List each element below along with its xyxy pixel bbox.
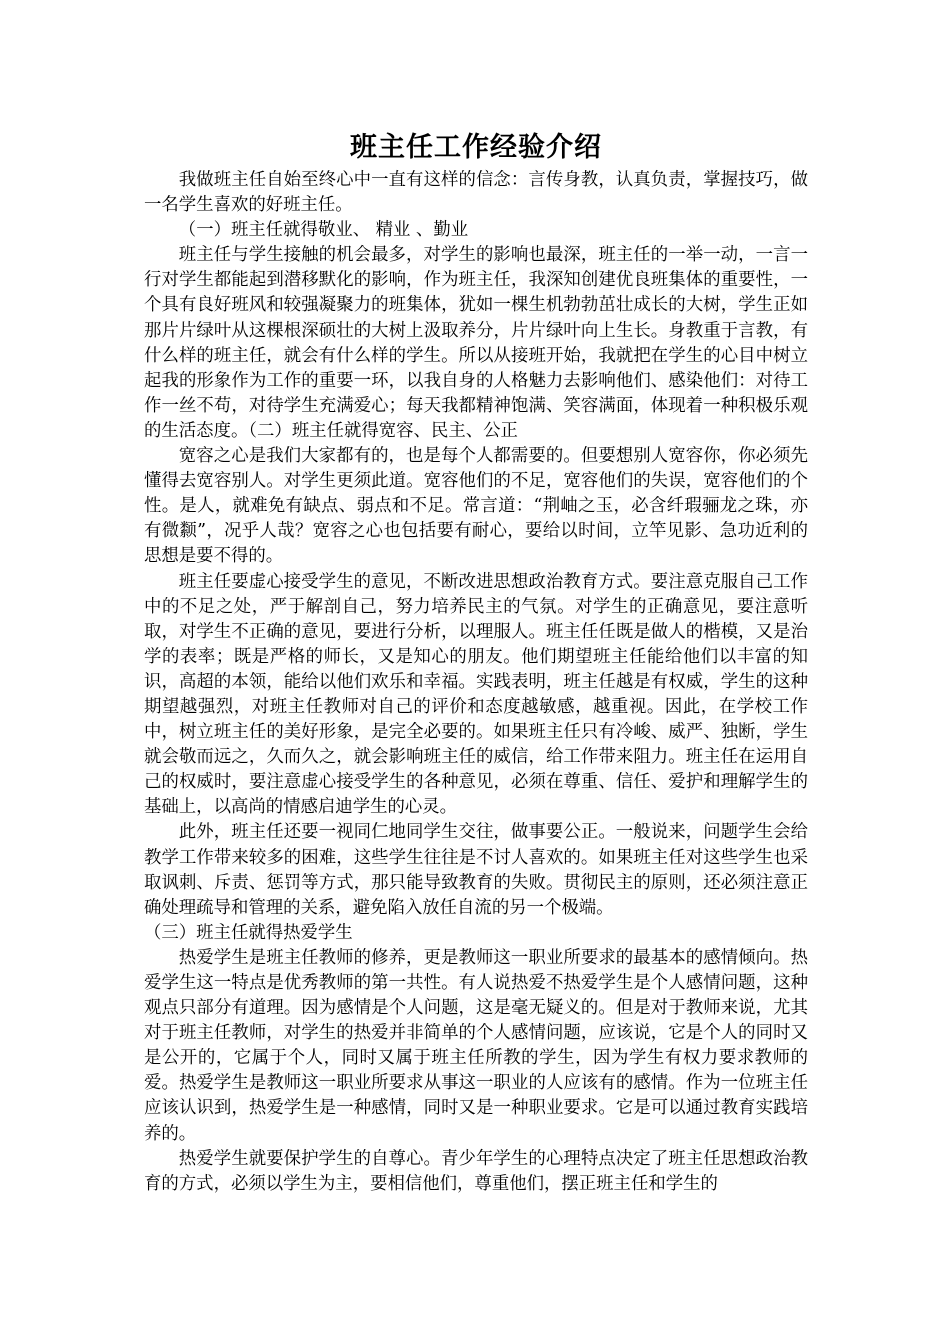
document-body: [144, 168, 808, 1197]
paragraph-tolerance: 宽容之心是我们大家都有的，也是每个人都需要的。但要想别人宽容你，你必须先懂得去宽容别人。对学生更须此道。宽容他们的不足，宽容他们的失误，宽容他们的个性。是人，就难免有缺点、弱点和不足。常言道：“荆岫之玉，必含纤瑕骊龙之珠，亦有微颣”，况乎人哉？宽容之心也包括要有耐心，要给以时间，立竿见影、急功近利的思想是要不得的。: [144, 446, 808, 567]
document-title: 班主任工作经验介绍: [350, 132, 602, 163]
paragraph-intro: 我做班主任自始至终心中一直有这样的信念：言传身教，认真负责，掌握技巧，做一名学生喜欢的好班主任。: [144, 170, 808, 216]
document-page: [144, 128, 808, 1197]
paragraph-democracy: 班主任要虚心接受学生的意见，不断改进思想政治教育方式。要注意克服自己工作中的不足之处，严于解剖自己，努力培养民主的气氛。对学生的正确意见，要注意听取，对学生不正确的意见，要进行分析，以理服人。班主任任既是做人的楷模，又是治学的表率；既是严格的师长，又是知心的朋友。他们期望班主任能给他们以丰富的知识，高超的本领，能给以他们欢乐和幸福。实践表明，班主任越是有权威，学生的这种期望越强烈，对班主任教师对自己的评价和态度越敏感，越重视。因此，在学校工作中，树立班主任的美好形象，是完全必要的。如果班主任只有冷峻、威严、独断，学生就会敬而远之，久而久之，就会影响班主任的威信，给工作带来阻力。班主任在运用自己的权威时，要注意虚心接受学生的各种意见，必须在尊重、信任、爱护和理解学生的基础上，以高尚的情感启迪学生的心灵。: [144, 571, 808, 818]
paragraph-self-esteem: 热爱学生就要保护学生的自尊心。青少年学生的心理特点决定了班主任思想政治教育的方式，必须以学生为主，要相信他们，尊重他们，摆正班主任和学生的: [144, 1148, 808, 1194]
section-heading-1: （一）班主任就得敬业、 精业 、勤业: [178, 220, 469, 241]
section-heading-3: （三）班主任就得热爱学生: [144, 922, 353, 943]
paragraph-section-1: 班主任与学生接触的机会最多，对学生的影响也最深，班主任的一举一动，一言一行对学生都能起到潜移默化的影响，作为班主任，我深知创建优良班集体的重要性，一个具有良好班风和较强凝聚力的班集体，犹如一棵生机勃勃茁壮成长的大树，学生正如那片片绿叶从这棵根深硕壮的大树上汲取养分，片片绿叶向上生长。身教重于言教，有什么样的班主任，就会有什么样的学生。所以从接班开始，我就把在学生的心目中树立起我的形象作为工作的重要一环，以我自身的人格魅力去影响他们、感染他们：对待工作一丝不苟，对待学生充满爱心；每天我都精神饱满、笑容满面，体现着一种积极乐观的生活态度。（二）班主任就得宽容、民主、公正: [144, 245, 808, 441]
paragraph-fairness: 此外，班主任还要一视同仁地同学生交往，做事要公正。一般说来，问题学生会给教学工作带来较多的困难，这些学生往往是不讨人喜欢的。如果班主任对这些学生也采取讽刺、斥责、惩罚等方式，那只能导致教育的失败。贯彻民主的原则，还必须注意正确处理疏导和管理的关系，避免陷入放任自流的另一个极端。: [144, 822, 808, 918]
paragraph-love-students: 热爱学生是班主任教师的修养，更是教师这一职业所要求的最基本的感情倾向。热爱学生这一特点是优秀教师的第一共性。有人说热爱不热爱学生是个人感情问题，这种观点只部分有道理。因为感情是个人问题，这是毫无疑义的。但是对于教师来说，尤其对于班主任教师，对学生的热爱并非简单的个人感情问题，应该说，它是个人的同时又是公开的，它属于个人，同时又属于班主任所教的学生，因为学生有权力要求教师的爱。热爱学生是教师这一职业所要求从事这一职业的人应该有的感情。作为一位班主任应该认识到，热爱学生是一种感情，同时又是一种职业要求。它是可以通过教育实践培养的。: [144, 947, 808, 1144]
